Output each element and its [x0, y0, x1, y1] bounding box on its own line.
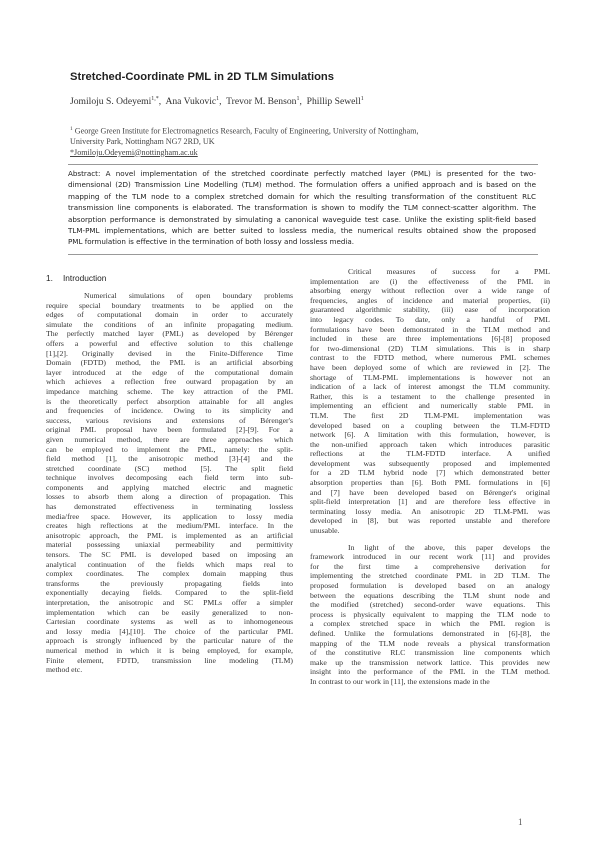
section-heading [46, 274, 293, 284]
author-affil-mark: 1 [216, 96, 220, 102]
section-title: Introduction [63, 273, 107, 283]
body-text-line: frequencies, angles of incidence and material properties, (ii) [310, 295, 550, 305]
body-text-line: for the first time a comprehensive derivation for [310, 561, 550, 571]
body-text-line: of the constitutive RLC transmission line components which [310, 648, 550, 658]
body-text-line: can be employed to implement the PML, namely: the split- [46, 444, 293, 454]
body-text-line: anisotropic approach, the PML is implemented as an artificial [46, 530, 293, 540]
body-text-line: into legacy codes. To date, only a handful of PML [310, 314, 550, 324]
body-text-line: [1],[2]. Originally devised in the Finite-Difference Time [46, 348, 293, 358]
right-column-paragraph [310, 267, 550, 536]
body-text-line: material possessing uniaxial permeability and permittivity [46, 540, 293, 550]
section-number: 1. [46, 273, 53, 283]
body-text-line: formulations have been demonstrated in the TLM method and [310, 324, 550, 334]
body-text-line: terminating lossy media. An anisotropic 2D TLM-PML was [310, 506, 550, 516]
body-text-line: method etc. [46, 665, 83, 675]
corresponding-email-link[interactable]: *Jomiloju.Odeyemi@nottingham.ac.uk [70, 147, 198, 157]
body-text-line: and lossy media [4],[10]. The choice of the particular PML [46, 626, 293, 636]
body-text-line: In contrast to our work in [11], the extensions made in the [310, 676, 490, 686]
body-text-line: TLM. The first 2D TLM-PML implementation was [310, 410, 550, 420]
body-text-line: developed in [8], but was reported unstable and therefore [310, 516, 550, 526]
body-text-line: development was subsequently proposed and implemented [310, 458, 550, 468]
body-text-line: a complex stretched space in which the PML region is [310, 619, 550, 629]
body-text-line: mapping of the TLM node reveals a physical transformation [310, 638, 550, 648]
body-text-line: Domain (FDTD) method, the PML is an artificial absorbing [46, 358, 293, 368]
body-text-line: stretched coordinate (SC) method [5]. The split field [46, 463, 293, 473]
abstract-line: PML formulation is effective in the termination of both lossy and lossless media. [68, 237, 355, 247]
body-text-line: reflections at the TLM-FDTD interface. A unified [310, 449, 550, 459]
author-affil-mark: 1,* [151, 96, 159, 102]
affiliation-mark: 1 [70, 126, 73, 132]
body-text-line: implementing an efficient and numerically stable PML in [310, 401, 550, 411]
body-text-line: impedance matching scheme. The key attraction of the PML [46, 386, 293, 396]
body-text-line: approach is strongly influenced by the particular nature of the [46, 636, 293, 646]
body-text-line: split-field interpretation [1] and are therefore less effective in [310, 497, 550, 507]
body-text-line: Critical measures of success for a PML [348, 267, 550, 276]
body-text-line: offers a powerful and effective solution to this challenge [46, 338, 293, 348]
body-text-line: implementing the stretched coordinate PML in 2D TLM. The [310, 571, 550, 581]
abstract-bottom-divider [68, 254, 538, 255]
body-text-line: Cartesian coordinate systems as well as to inhomogeneous [46, 617, 293, 627]
body-text-line: creates high reflections at the medium/PML interface. In the [46, 521, 293, 531]
body-text-line: and [7] have been developed based on Bérenger's original [310, 487, 550, 497]
left-column [46, 270, 293, 675]
abstract-line: dimensional (2D) Transmission Line Modelling (TLM) method. The formulation offers a unified approach and is based on the [68, 180, 536, 190]
body-text-line: is the theoretically perfect absorption attainable for all angles [46, 396, 293, 406]
body-text-line: media/free space. However, its application to lossy media [46, 511, 293, 521]
body-text-line: The perfectly matched layer (PML) as developed by Bérenger [46, 329, 293, 339]
body-text-line: field method [1], the anisotropic method [3]-[4] and the [46, 454, 293, 464]
body-text-line: Rather, this is a testament to the challenge presented in [310, 391, 550, 401]
page-number: 1 [518, 817, 523, 827]
body-text-line: success, various revisions and extensions of Bérenger's [46, 415, 293, 425]
body-text-line: the non-unified approach taken which introduces parasitic [310, 439, 550, 449]
body-text-line: absorption properties than [6]. Both PML formulations in [6] [310, 478, 550, 488]
body-text-line: transforms the previously propagating fields into [46, 578, 293, 588]
body-text-line: guaranteed algorithmic stability, (iii) ease of incorporation [310, 305, 550, 315]
author-affil-mark: 1 [296, 96, 300, 102]
body-text-line: require special boundary treatments to be applied on the [46, 300, 293, 310]
abstract-line: mapping of the TLM node to a complex stretched domain for which the resulting transformation of the constituent RLC [68, 191, 536, 201]
body-text-line: complex coordinates. The complex domain mapping thus [46, 569, 293, 579]
paper-title: Stretched-Coordinate PML in 2D TLM Simulations [70, 71, 334, 83]
body-text-line: contrast to the FDTD method, where numerous PML schemes [310, 353, 550, 363]
body-text-line: which achieves a reflection free outward propagation by an [46, 377, 293, 387]
body-text-line: layer introduced at the edge of the computational domain [46, 367, 293, 377]
body-text-line: make up the transmission network lattice. This provides new [310, 657, 550, 667]
body-text-line: implementation are (i) the effectiveness of the PML in [310, 276, 550, 286]
body-text-line: between the equations describing the TLM shunt node and [310, 590, 550, 600]
body-text-line: analytical continuation of the fields which maps real to [46, 559, 293, 569]
body-text-line: framework introduced in our recent work [11] and provides [310, 552, 550, 562]
body-text-line: edges of computational domain in order to accurately [46, 310, 293, 320]
body-text-line: Numerical simulations of open boundary problems [84, 291, 293, 300]
affiliation-line: University Park, Nottingham NG7 2RD, UK [70, 137, 215, 147]
body-text-line: developed based on a coupling between the TLM-FDTD [310, 420, 550, 430]
affiliation-line: George Green Institute for Electromagnetics Research, Faculty of Engineering, University of Nottingham, [74, 126, 419, 136]
author-name: Jomiloju S. Odeyemi [70, 96, 152, 108]
body-text-line: the modified (stretched) second-order wave equations. This [310, 600, 550, 610]
body-text-line: technique involves decomposing each field term into sub- [46, 473, 293, 483]
body-text-line: proposed formulation is developed based on an analogy [310, 581, 550, 590]
right-column [310, 267, 550, 687]
body-text-line: for a 2D TLM hybrid node [7] which demonstrated better [310, 468, 550, 478]
body-text-line: tensors. The SC PML is developed based on imposing an [46, 550, 293, 560]
body-text-line: exponentially decaying fields. Compared to the split-field [46, 588, 293, 598]
abstract-line: absorption performance is demonstrated by simulating a canonical waveguide test case. Unlike the existing split-field based [68, 214, 536, 224]
abstract-top-divider [68, 164, 538, 165]
author-name: Phillip Sewell [306, 96, 361, 108]
body-text-line: process is physically equivalent to mapping the TLM node to [310, 609, 550, 619]
body-text-line: shortage of TLM-PML implementations is however not an [310, 372, 550, 382]
left-column-body [46, 291, 293, 675]
author-name: Trevor M. Benson [226, 96, 297, 108]
right-column-paragraph [310, 543, 550, 687]
body-text-line: has demonstrated effectiveness in terminating lossless [46, 502, 293, 512]
body-text-line: unusable. [310, 526, 340, 536]
body-text-line: Finite element, FDTD, transmission line modeling (TLM) [46, 655, 293, 665]
body-text-line: indication of a lack of interest amongst the TLM community. [310, 382, 550, 392]
abstract-line: TLM-PML implementations, which are better suited to lossless media, the numerical results obtained show the proposed [68, 226, 536, 236]
body-text-line: defined. Unlike the formulations demonstrated in [6]-[8], the [310, 628, 550, 638]
author-list: Jomiloju S. Odeyemi$^{1,*}$, Ana Vukovic$^1$, Trevor M. Benson$^1$, Phillip Sewell$^1$ [70, 96, 364, 108]
body-text-line: have been deployed some of which are reviewed in [2]. The [310, 362, 550, 372]
body-text-line: losses to absorb them along a direction of propagation. This [46, 492, 293, 502]
body-text-line: included in these are three implementations [6]-[8] proposed [310, 334, 550, 344]
abstract-line: transmission line components is elaborated. The transformation is shown to modify the TLM connect-scatter algorithm. The [68, 203, 536, 213]
body-text-line: numerical method in which it is being employed, for example, [46, 645, 293, 655]
body-text-line: for two-dimensional (2D) TLM simulations. This is in sharp [310, 343, 550, 353]
abstract-line: Abstract: A novel implementation of the stretched coordinate perfectly matched layer (PML) is presented for the two- [68, 169, 536, 178]
body-text-line: implementation which can be easily generalized to non- [46, 607, 293, 617]
body-text-line: In light of the above, this paper develops the [348, 542, 550, 552]
body-text-line: original PML proposal have been formulated [2]-[9]. For a [46, 425, 293, 435]
author-name: Ana Vukovic [165, 96, 217, 108]
abstract [68, 168, 536, 248]
body-text-line: and frequencies of incidence. Owing to its simplicity and [46, 406, 293, 416]
body-text-line: absorbing energy without reflection over a wide range of [310, 286, 550, 296]
body-text-line: insight into the performance of the PML in the TLM method. [310, 667, 550, 677]
author-affil-mark: 1 [360, 96, 364, 102]
body-text-line: components and applying matched electric and magnetic [46, 482, 293, 492]
body-text-line: network [6]. A limitation with this formulation, however, is [310, 430, 550, 440]
affiliation [70, 124, 540, 158]
body-text-line: interpretation, the anisotropic and SC PMLs offer a simpler [46, 598, 293, 607]
body-text-line: simulate the conditions of an infinite propagating medium. [46, 319, 293, 329]
body-text-line: given numerical method, there are three approaches which [46, 434, 293, 444]
